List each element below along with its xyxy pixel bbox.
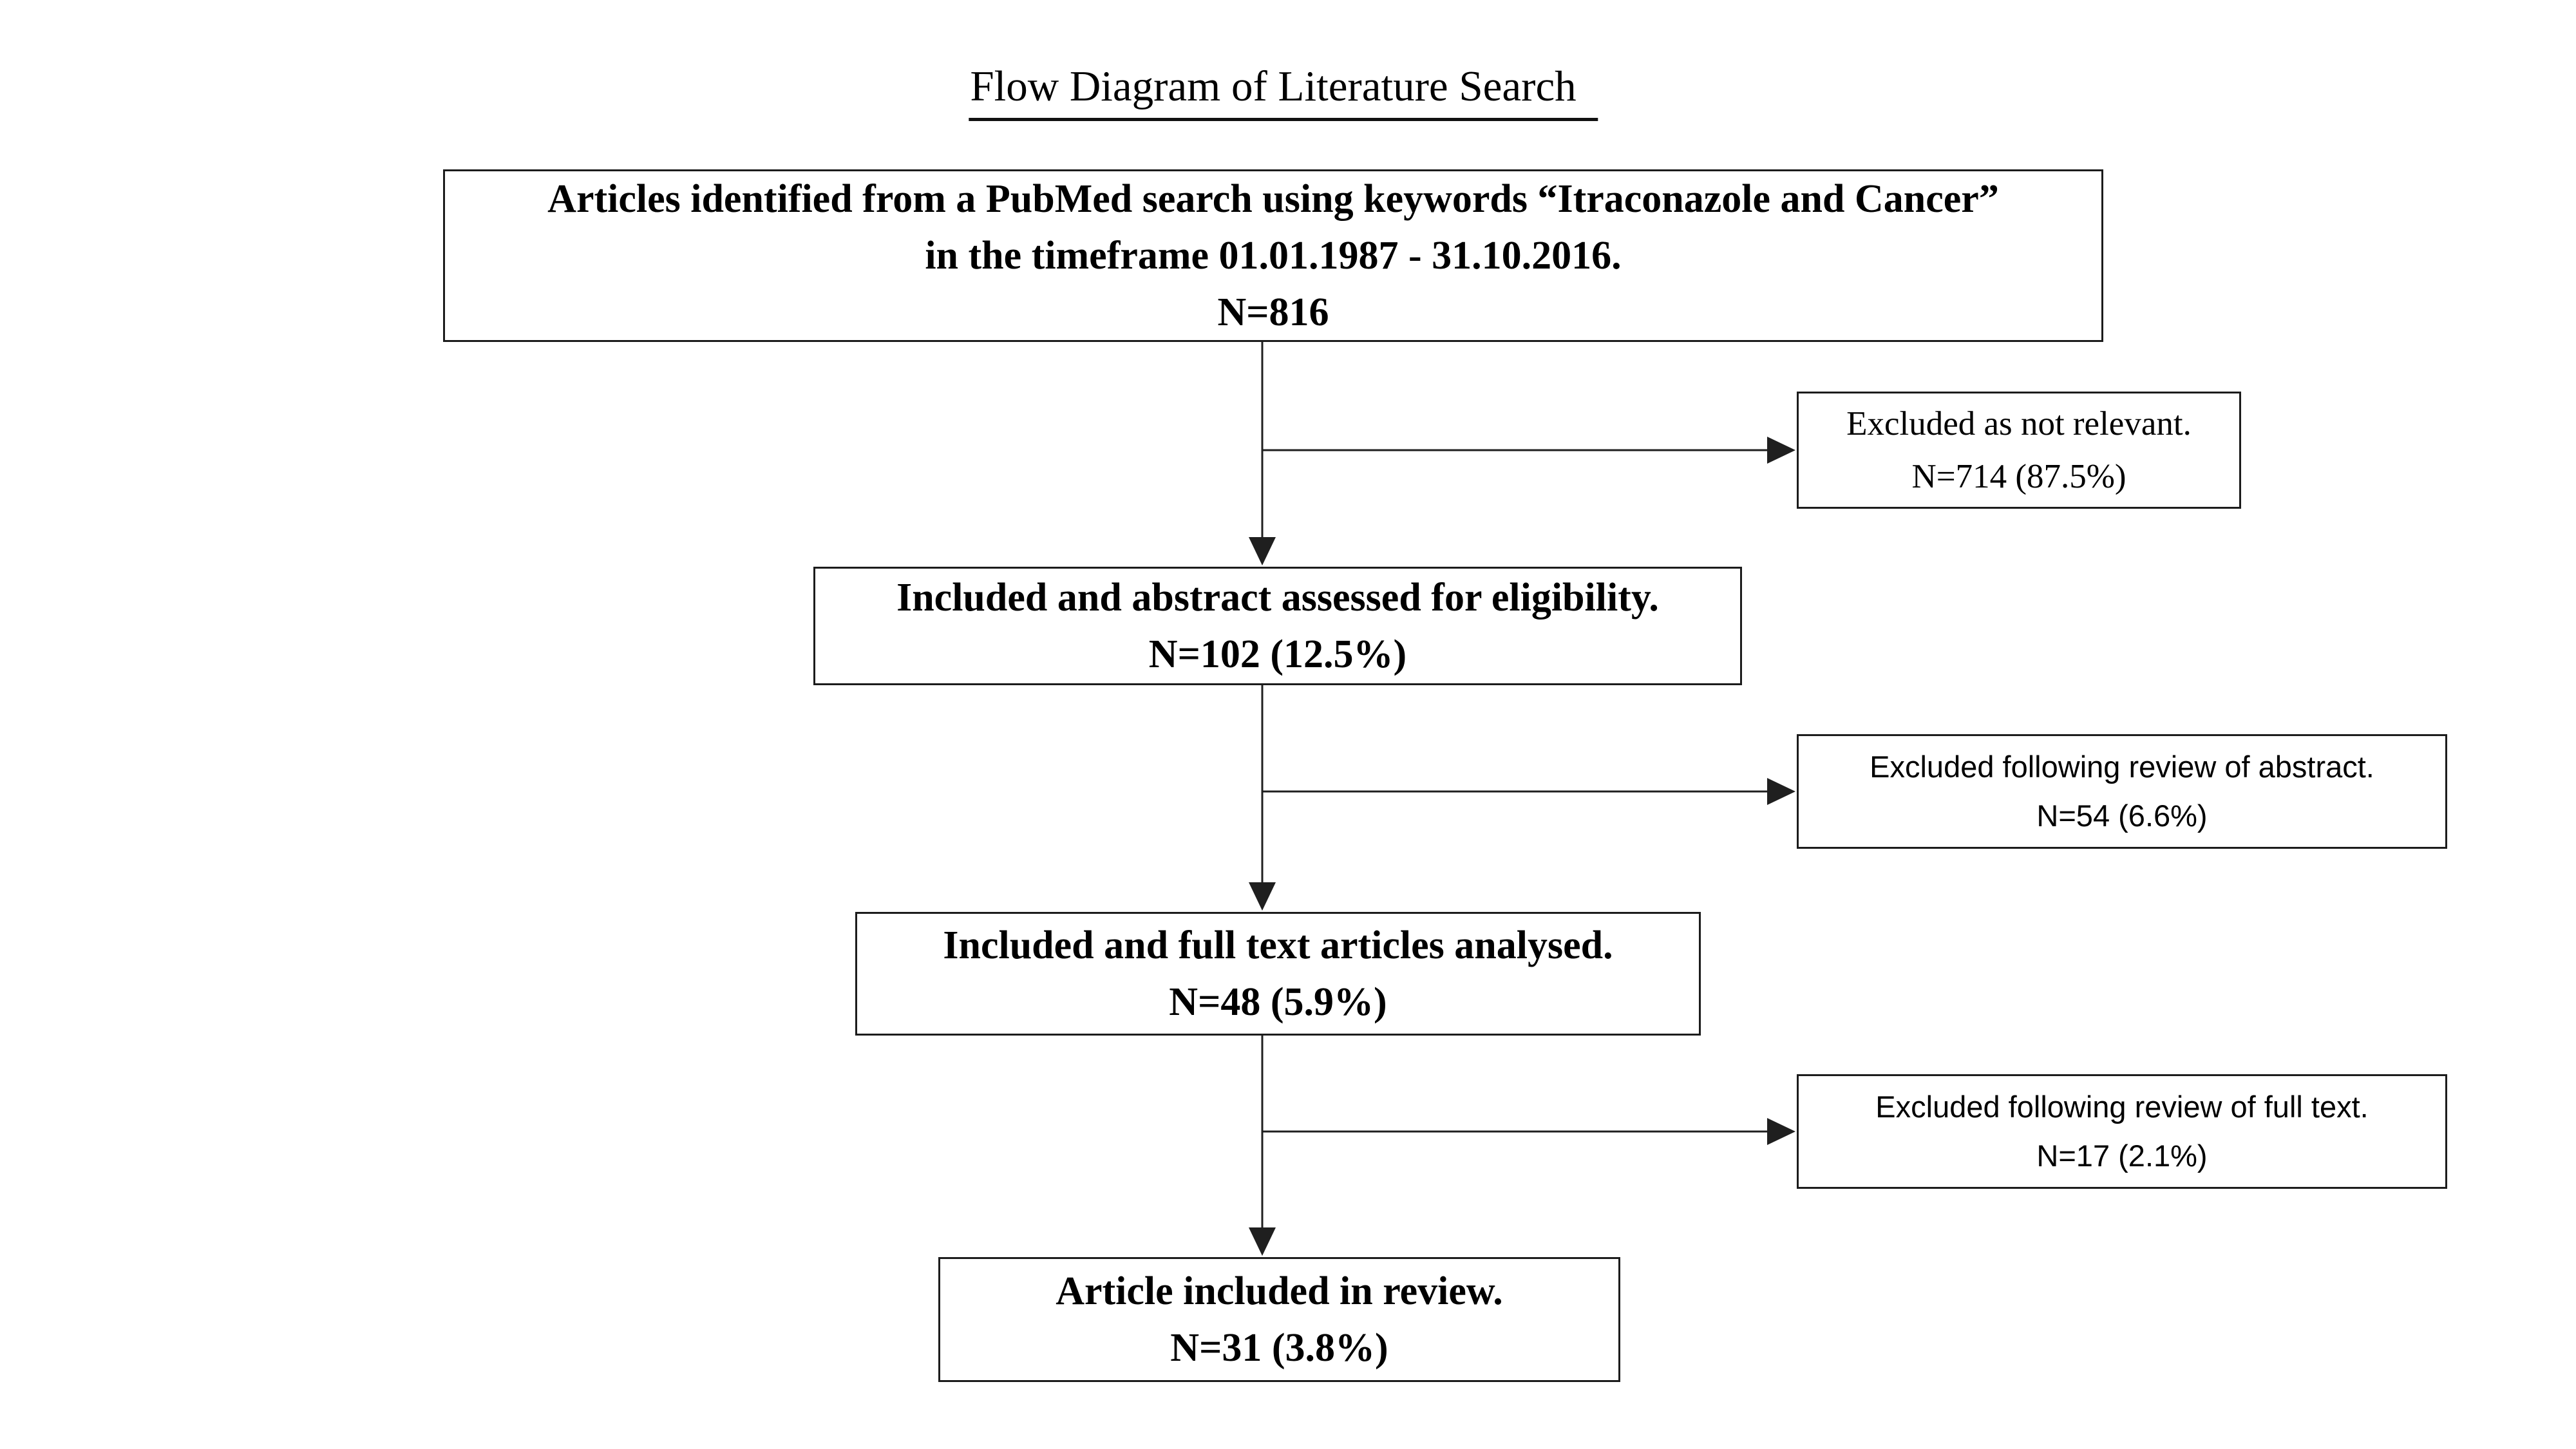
box-included-in-review-line-1: Article included in review. (1056, 1269, 1503, 1313)
box-full-text-analysed (855, 912, 1701, 1036)
box-articles-identified-line-1: Articles identified from a PubMed search using keywords “Itraconazole and Cancer” (547, 176, 1999, 221)
box-abstract-assessed-line-1: Included and abstract assessed for eligibility. (896, 575, 1659, 620)
box-full-text-analysed-line-1: Included and full text articles analysed. (943, 923, 1613, 967)
box-articles-identified-count: N=816 (1217, 290, 1329, 335)
box-abstract-assessed-count: N=102 (12.5%) (1148, 632, 1407, 676)
box-excluded-not-relevant-count: N=714 (87.5%) (1911, 458, 2126, 495)
box-included-in-review-count: N=31 (3.8%) (1170, 1326, 1388, 1370)
arrowhead-down-to-review-icon (1249, 1227, 1276, 1256)
box-full-text-analysed-count: N=48 (5.9%) (1169, 980, 1387, 1024)
arrowhead-down-to-abstract-icon (1249, 537, 1276, 565)
box-abstract-assessed (813, 567, 1742, 685)
box-excluded-not-relevant (1797, 392, 2241, 509)
box-excluded-not-relevant-line-1: Excluded as not relevant. (1846, 404, 2192, 442)
box-excluded-after-full-text-count: N=17 (2.1%) (2036, 1139, 2208, 1173)
arrowhead-right-to-excluded-after-abstract-icon (1767, 778, 1795, 805)
box-excluded-after-abstract-line-1: Excluded following review of abstract. (1870, 749, 2374, 784)
arrowhead-right-to-excluded-not-relevant-icon (1767, 437, 1795, 464)
box-articles-identified-line-2: in the timeframe 01.01.1987 - 31.10.2016. (925, 233, 1622, 278)
arrowhead-down-to-fulltext-icon (1249, 882, 1276, 911)
box-excluded-after-abstract-count: N=54 (6.6%) (2036, 799, 2208, 833)
box-excluded-after-full-text (1797, 1074, 2447, 1189)
box-excluded-after-abstract (1797, 734, 2447, 849)
box-articles-identified (443, 169, 2103, 342)
arrowhead-right-to-excluded-after-full-text-icon (1767, 1118, 1795, 1145)
box-included-in-review (938, 1257, 1620, 1382)
box-excluded-after-full-text-line-1: Excluded following review of full text. (1875, 1089, 2369, 1124)
page-title: Flow Diagram of Literature Search (969, 62, 1598, 121)
